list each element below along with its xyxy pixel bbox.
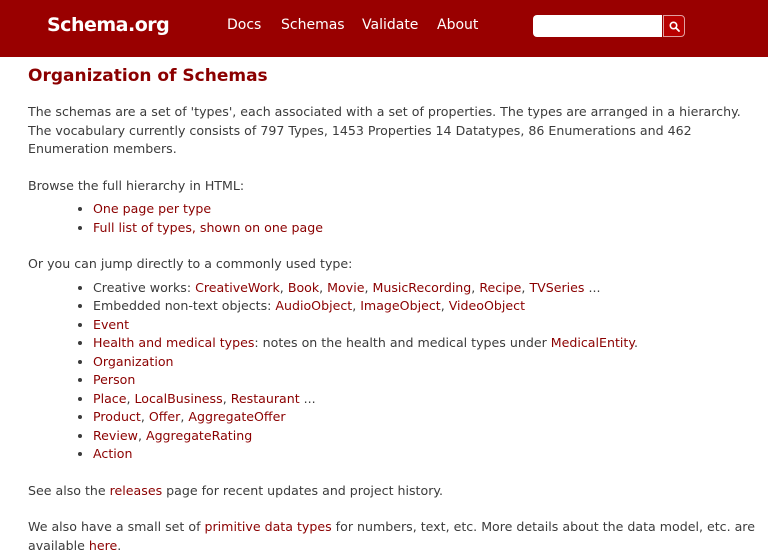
jump-label: Or you can jump directly to a commonly used type: (28, 256, 353, 271)
review-link[interactable]: Review (93, 427, 138, 443)
recipe-link[interactable]: Recipe (479, 279, 522, 295)
list-item (93, 353, 768, 372)
creativework-link[interactable]: CreativeWork (195, 279, 280, 295)
videoobject-link[interactable]: VideoObject (448, 298, 526, 313)
event-link[interactable]: Event (93, 316, 130, 332)
person-link[interactable]: Person (93, 372, 136, 387)
action-link[interactable]: Action (93, 446, 133, 461)
shown-on-one-page-text: shown on one page (199, 219, 324, 235)
primitive-types-paragraph (28, 518, 768, 555)
medicalentity-link[interactable]: MedicalEntity (550, 335, 634, 350)
list-item: • Place, LocalBusiness, Restaurant ... (93, 390, 768, 409)
audioobject-link[interactable]: AudioObject (275, 298, 353, 313)
nav-docs[interactable]: Docs (227, 17, 262, 33)
list-item (93, 334, 768, 353)
see-also-text: See also the (28, 482, 110, 498)
ellipsis: ... (299, 390, 316, 406)
nav-schemas[interactable]: Schemas (281, 17, 345, 33)
search-box (533, 15, 685, 37)
primitive-text: We also have a small set of (28, 519, 205, 534)
site-logo[interactable]: Schema.org (47, 14, 170, 36)
one-page-per-type-link[interactable]: One page per type (93, 201, 212, 216)
product-link[interactable]: Product (93, 409, 141, 424)
aggregaterating-link[interactable]: AggregateRating (145, 427, 253, 443)
health-note: : notes on the health and medical types under (254, 335, 551, 350)
types-list (28, 279, 768, 464)
creative-works-label: Creative works: (93, 279, 196, 295)
list-item (93, 316, 768, 335)
site-header (0, 0, 768, 57)
full-list-link-text: Full list of types, (93, 219, 200, 235)
see-also-text-end: page for recent updates and project history. (162, 482, 444, 498)
intro-line-1: The schemas are a set of 'types', each associated with a set of properties. The types are arranged in a hierarchy. (28, 104, 741, 119)
embedded-label: Embedded non-text objects: (93, 298, 276, 313)
list-item: • Review, AggregateRating (93, 427, 768, 446)
browse-label: Browse the full hierarchy in HTML: (28, 177, 245, 193)
list-item: • Creative works: CreativeWork, Book, Movie, MusicRecording, Recipe, TVSeries ... (93, 279, 768, 298)
nav-about[interactable]: About (437, 17, 479, 33)
period: . (633, 335, 638, 350)
restaurant-link[interactable]: Restaurant (230, 390, 300, 406)
list-item (93, 200, 768, 219)
list-item: • Embedded non-text objects: AudioObject, ImageObject, VideoObject (93, 297, 768, 316)
offer-link[interactable]: Offer (148, 409, 181, 424)
page-title: Organization of Schemas (28, 66, 268, 86)
list-item: • Product, Offer, AggregateOffer (93, 408, 768, 427)
list-item (93, 219, 768, 238)
ellipsis: ... (584, 279, 601, 295)
organization-link[interactable]: Organization (93, 353, 174, 369)
aggregateoffer-link[interactable]: AggregateOffer (188, 409, 286, 424)
place-link[interactable]: Place (93, 390, 127, 406)
book-link[interactable]: Book (287, 279, 320, 295)
main-content (28, 57, 768, 555)
list-item (93, 445, 768, 464)
list-item (93, 371, 768, 390)
browse-list (28, 200, 768, 237)
localbusiness-link[interactable]: LocalBusiness (134, 390, 223, 406)
health-medical-link[interactable]: Health and medical types (93, 335, 255, 350)
here-link[interactable]: here (88, 537, 118, 553)
period: . (117, 537, 122, 553)
releases-link[interactable]: releases (109, 482, 163, 498)
search-button[interactable] (663, 15, 685, 37)
primitive-text-mid: for numbers, text, etc. More details about the data model, etc. are available (28, 519, 755, 553)
intro-line-2: The vocabulary currently consists of 797 Types, 1453 Properties 14 Datatypes, 86 Enumerations and 462 Enumeration members. (28, 122, 692, 156)
search-icon (669, 21, 680, 32)
tvseries-link[interactable]: TVSeries (529, 279, 585, 295)
nav-validate[interactable]: Validate (362, 17, 419, 33)
primitive-data-types-link[interactable]: primitive data types (204, 519, 332, 534)
musicrecording-link[interactable]: MusicRecording (372, 279, 472, 295)
search-input[interactable] (533, 15, 662, 37)
movie-link[interactable]: Movie (327, 279, 365, 295)
imageobject-link[interactable]: ImageObject (360, 298, 441, 313)
intro-paragraph (28, 103, 768, 159)
full-list-link[interactable] (93, 220, 323, 235)
see-also-paragraph (28, 482, 768, 501)
